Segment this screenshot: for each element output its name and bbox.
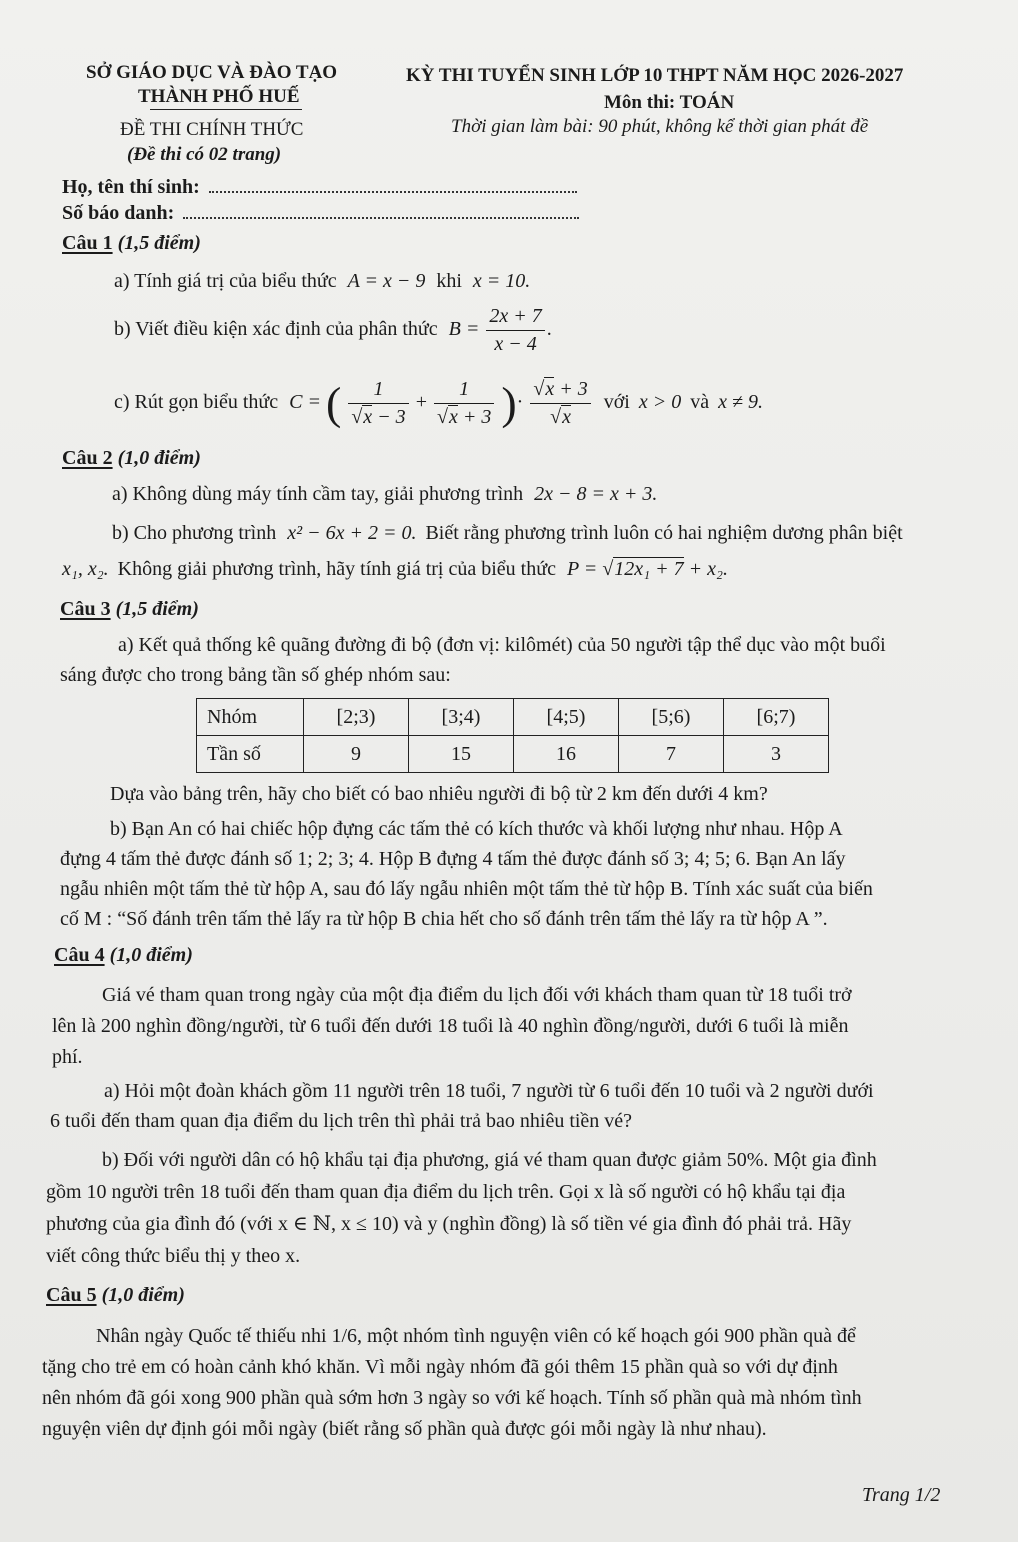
candidate-id-blank — [183, 203, 579, 219]
table-cell: Tần số — [197, 736, 304, 773]
q4-points: (1,0 điểm) — [109, 944, 193, 966]
q1b-fraction — [486, 305, 544, 356]
q1c-den3-rad: x — [562, 406, 571, 428]
q3-heading — [60, 598, 199, 621]
q1c-dot: · — [516, 391, 524, 414]
table-header-cell: [3;4) — [409, 699, 514, 736]
q2b-eq: x² − 6x + 2 = 0. — [287, 522, 417, 544]
q5-title: Câu 5 — [46, 1284, 97, 1306]
q2a-eq: 2x − 8 = x + 3. — [534, 483, 658, 505]
q4-intro — [52, 980, 852, 1073]
table-header-cell: [2;3) — [304, 699, 409, 736]
table-header-cell: Nhóm — [197, 699, 304, 736]
q3a-question: Dựa vào bảng trên, hãy cho biết có bao nhiêu người đi bộ từ 2 km đến dưới 4 km? — [110, 783, 768, 805]
q4-title: Câu 4 — [54, 944, 105, 966]
q2b-text1: b) Cho phương trình — [112, 522, 277, 544]
q3b — [60, 814, 873, 934]
q1c-num1: 1 — [348, 378, 408, 404]
q2b-text3: Không giải phương trình, hãy tính giá trị của biểu thức — [117, 558, 556, 580]
q1c-lhs: C = — [289, 391, 321, 414]
table-cell: 15 — [409, 736, 514, 773]
q1c-fraction-3 — [530, 378, 590, 429]
q4-intro-line3: phí. — [52, 1046, 83, 1068]
q2b-line2 — [62, 558, 728, 581]
q2b-expr: √12x₁ + 7 + x₂. — [602, 558, 728, 580]
page-number: Trang 1/2 — [862, 1484, 941, 1506]
q1a-when: khi — [436, 270, 462, 292]
q1a-expr: A = x − 9 — [347, 270, 426, 292]
q1b-lhs: B = — [448, 318, 480, 341]
q1c-and: và — [690, 391, 710, 414]
q1c-open-paren: ( — [325, 377, 342, 429]
exam-title: KỲ THI TUYỂN SINH LỚP 10 THPT NĂM HỌC 2026-2027 — [406, 65, 904, 86]
q4a-line1: a) Hỏi một đoàn khách gồm 11 người trên 18 tuổi, 7 người từ 6 tuổi đến 10 tuổi và 2 người dưới — [104, 1080, 874, 1102]
q4b — [46, 1144, 877, 1272]
q1c-den3: √x — [550, 406, 571, 428]
q1c-den1-rad: x — [363, 406, 373, 428]
q1c-num2: 1 — [434, 378, 494, 404]
table-cell: 7 — [619, 736, 724, 773]
city-name: THÀNH PHỐ HUẾ — [138, 86, 300, 107]
time-limit: Thời gian làm bài: 90 phút, không kể thời gian phát đề — [451, 116, 869, 137]
q4b-line1: b) Đối với người dân có hộ khẩu tại địa phương, giá vé tham quan được giảm 50%. Một gia đình — [102, 1149, 877, 1171]
q1c-den2-rad: x — [448, 406, 458, 428]
official-label: ĐỀ THI CHÍNH THỨC — [120, 119, 304, 140]
q1-title: Câu 1 — [62, 232, 113, 254]
candidate-name-label: Họ, tên thí sinh: — [62, 176, 200, 198]
q1b-text: b) Viết điều kiện xác định của phân thức — [114, 318, 438, 341]
q1c-fraction-2 — [434, 378, 494, 429]
q4-intro-line1: Giá vé tham quan trong ngày của một địa điểm du lịch đối với khách tham quan từ 18 tuổi trở — [102, 984, 852, 1006]
q1c-den2: √x + 3 — [436, 406, 492, 428]
q1c-num3: √x + 3 — [530, 378, 590, 404]
q2b-text2: Biết rằng phương trình luôn có hai nghiệm dương phân biệt — [425, 522, 903, 544]
q1c-num3-rad: x — [545, 378, 555, 400]
q1c-text: c) Rút gọn biểu thức — [114, 391, 279, 414]
q5-line1: Nhân ngày Quốc tế thiếu nhi 1/6, một nhóm tình nguyện viên có kế hoạch gói 900 phần quà để — [96, 1325, 856, 1347]
subject: Môn thi: TOÁN — [604, 92, 735, 113]
q2-points: (1,0 điểm) — [117, 447, 201, 469]
table-cell: 3 — [724, 736, 829, 773]
q4-intro-line2: lên là 200 nghìn đồng/người, từ 6 tuổi đến dưới 18 tuổi là 40 nghìn đồng/người, dưới 6 tuổi là miễn — [52, 1015, 849, 1037]
candidate-id-row — [62, 202, 579, 225]
q4b-line2: gồm 10 người trên 18 tuổi đến tham quan địa điểm du lịch trên. Gọi x là số người có hộ khẩu tại địa — [46, 1181, 846, 1203]
q2-heading — [62, 447, 201, 470]
candidate-id-label: Số báo danh: — [62, 202, 175, 224]
q1c-with: với — [603, 391, 630, 414]
candidate-name-row — [62, 176, 577, 199]
q5-line4: nguyện viên dự định gói mỗi ngày (biết rằng số phần quà được gói mỗi ngày là như nhau). — [42, 1418, 767, 1440]
table-header-cell: [5;6) — [619, 699, 724, 736]
q1c-num3-rest: + 3 — [554, 378, 588, 400]
q3b-line2: đựng 4 tấm thẻ được đánh số 1; 2; 3; 4. Hộp B đựng 4 tấm thẻ được đánh số 3; 4; 5; 6. Bạn An lấy — [60, 848, 846, 870]
q3b-line1: b) Bạn An có hai chiếc hộp đựng các tấm thẻ có kích thước và khối lượng như nhau. Hộp A — [110, 818, 843, 840]
q1a-cond: x = 10. — [472, 270, 531, 292]
q1c-cond2: x ≠ 9. — [718, 391, 763, 414]
q1-heading — [62, 232, 201, 255]
table-row — [197, 736, 829, 773]
department-name: SỞ GIÁO DỤC VÀ ĐÀO TẠO — [86, 62, 338, 83]
q1c-fraction-1 — [348, 378, 408, 429]
table-cell: 16 — [514, 736, 619, 773]
q2-title: Câu 2 — [62, 447, 113, 469]
q3a-line2: sáng được cho trong bảng tần số ghép nhóm sau: — [60, 664, 451, 686]
q5-heading — [46, 1284, 185, 1307]
header-divider — [150, 109, 302, 110]
table-cell: 9 — [304, 736, 409, 773]
q1c-plus: + — [415, 391, 427, 414]
q1b: b) Viết điều kiện xác định của phân thức B = $\frac{2x + 7}{x - 4}$ . — [114, 305, 552, 355]
q2b-expr-rad: 12x₁ + 7 — [614, 558, 684, 580]
q2b-line1 — [112, 522, 903, 545]
q4b-line3: phương của gia đình đó (với x ∈ ℕ, x ≤ 10) và y (nghìn đồng) là số tiền vé gia đình đó phải trả. Hãy — [46, 1213, 852, 1235]
q1c — [114, 378, 763, 429]
frequency-table — [196, 698, 829, 773]
q3a-line1: a) Kết quả thống kê quãng đường đi bộ (đơn vị: kilômét) của 50 người tập thể dục vào một buổi — [118, 634, 886, 656]
q1a-text: a) Tính giá trị của biểu thức — [114, 270, 337, 292]
q1a — [114, 270, 530, 293]
q4-heading — [54, 944, 193, 967]
q1c-den2-rest: + 3 — [457, 406, 492, 428]
q2b-expr-rest: + x₂. — [683, 558, 728, 580]
table-header-cell: [6;7) — [724, 699, 829, 736]
q3-points: (1,5 điểm) — [115, 598, 199, 620]
q1c-den1-rest: − 3 — [372, 406, 406, 428]
q1c-cond1: x > 0 — [638, 391, 682, 414]
q2a-text: a) Không dùng máy tính cầm tay, giải phương trình — [112, 483, 524, 505]
q4a-line2: 6 tuổi đến tham quan địa điểm du lịch trên thì phải trả bao nhiêu tiền vé? — [50, 1110, 633, 1132]
q5-line2: tặng cho trẻ em có hoàn cảnh khó khăn. Vì mỗi ngày nhóm đã gói thêm 15 phần quà so với dự định — [42, 1356, 838, 1378]
q1b-numerator: 2x + 7 — [486, 305, 544, 331]
q1-points: (1,5 điểm) — [117, 232, 201, 254]
q3b-line3: ngẫu nhiên một tấm thẻ từ hộp A, sau đó lấy ngẫu nhiên một tấm thẻ từ hộp B. Tính xác suất của biến — [60, 878, 873, 900]
q3b-line4: cố M : “Số đánh trên tấm thẻ lấy ra từ hộp B chia hết cho số đánh trên tấm thẻ lấy ra từ hộp A ”. — [60, 908, 828, 930]
table-header-row — [197, 699, 829, 736]
q4a — [50, 1076, 874, 1136]
q1b-denominator: x − 4 — [494, 333, 537, 355]
candidate-name-blank — [209, 177, 577, 193]
q3-title: Câu 3 — [60, 598, 111, 620]
table-header-cell: [4;5) — [514, 699, 619, 736]
pages-note: (Đề thi có 02 trang) — [127, 144, 282, 165]
q2b-expr-lhs: P = — [566, 558, 598, 580]
q2b-roots: x₁, x₂. — [62, 558, 109, 580]
q5-line3: nên nhóm đã gói xong 900 phần quà sớm hơn 3 ngày so với kế hoạch. Tính số phần quà mà nhóm tình — [42, 1387, 862, 1409]
q2a — [112, 483, 657, 506]
q1c-den1: √x − 3 — [351, 406, 406, 428]
q4b-line4: viết công thức biểu thị y theo x. — [46, 1245, 301, 1267]
q5-body — [42, 1321, 862, 1445]
q1c-close-paren: ) — [501, 377, 517, 429]
q5-points: (1,0 điểm) — [101, 1284, 185, 1306]
